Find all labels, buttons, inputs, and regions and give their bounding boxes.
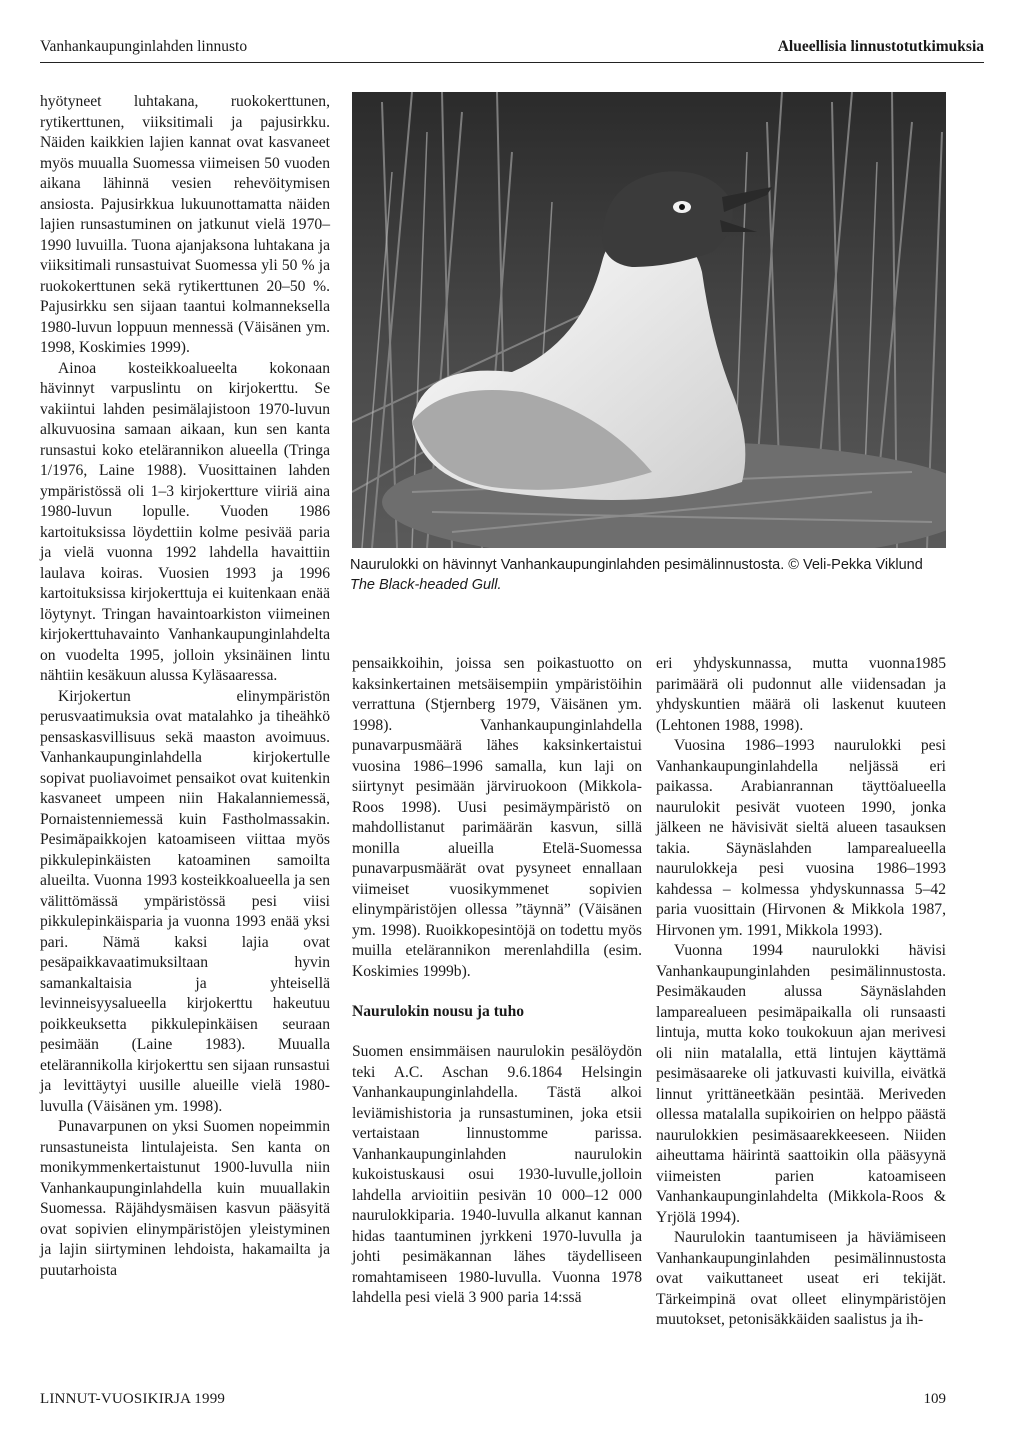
photo-caption — [350, 556, 944, 594]
gull-photo-illustration — [352, 92, 946, 548]
header-section-title: Alueellisia linnustotutkimuksia — [777, 38, 984, 55]
paragraph: Vuosina 1986–1993 naurulokki pesi Vanhankaupunginlahdella neljässä eri paikassa. Arabianrannan täyttöalueella naurulokit pesivät vuoteen 1990, jonka jälkeen ne hävisivät sieltä alueen tasauksen takia. Säynäslahden lamparealueella naurulokkeja pesi vuosina 1986–1993 kahdessa – kolmessa yhdyskunnassa 5–42 paria vuosittain (Hirvonen & Mikkola 1987, Hirvonen ym. 1991, Mikkola 1993). — [656, 737, 946, 939]
paragraph: Punavarpunen on yksi Suomen nopeimmin runsastuneista lintulajeista. Sen kanta on monikymmenkertaistunut 1900-luvulla niin Vanhankaupunginlahdella kuin muuallakin Suomessa. Räjähdysmäisen kasvun pääsyitä ovat sopivien elinympäristöjen yleistyminen ja lajin siirtyminen lehdoista, hakamailta ja puutarhoista — [40, 1118, 330, 1279]
gull-photo — [352, 92, 946, 548]
header-journal-section: Vanhankaupunginlahden linnusto — [40, 38, 248, 55]
text-column-1 — [40, 92, 330, 1281]
paragraph: pensaikkoihin, joissa sen poikastuotto on kaksinkertainen metsäisempiin ympäristöihin verrattuna (Stjernberg 1979, Väisänen ym. 1998). Vanhankaupunginlahdella punavarpusmäärä lähes kaksinkertaistui vuosina 1986–1996 samalla, kun laji on siirtynyt pesimään järviruokoon (Mikkola-Roos 1998). Uusi pesimäympäristö on mahdollistanut parimäärän kasvun, sillä monilla alueilla Etelä-Suomessa punavarpusmäärät ovat pysyneet ennallaan viimeiset vuosikymmenet sopivien elinympäristöjen ollessa ”täynnä” (Väisänen ym. 1998). Ruoikkopesintöjä on todettu myös muilla etelärannikon merenlahdilla (esim. Koskimies 1999b). — [352, 655, 642, 980]
caption-finnish: Naurulokki on hävinnyt Vanhankaupunginlahden pesimälinnustosta. © Veli-Pekka Viklund — [350, 557, 923, 573]
paragraph: Vuonna 1994 naurulokki hävisi Vanhankaupunginlahden pesimälinnustosta. Pesimäkauden alussa Säynäslahden lamparealueen pesimäpaikalla oli runsaasti lintuja, mutta koko toukokuun ajan merivesi oli niin matalalla, että lintujen käyttämä pesimäsaareke oli jatkuvasti kuivilla, eivätkä linnut yrittäneetkään pesintää. Meriveden ollessa matalalla supikoirien on helppo päästä naurulokkien pesimäsaarekkeeseen. Niiden aiheuttama häirintä saattoikin olla pääsyynä viimeisten parien katoamiseen Vanhankaupunginlahdelta (Mikkola-Roos & Yrjölä 1994). — [656, 942, 946, 1226]
running-header — [40, 36, 984, 63]
text-column-3 — [656, 654, 946, 1331]
footer-publication: LINNUT-VUOSIKIRJA 1999 — [40, 1391, 226, 1407]
text-column-2 — [352, 654, 642, 1309]
paragraph: Naurulokin taantumiseen ja häviämiseen Vanhankaupunginlahden pesimälinnustosta ovat vaikuttaneet useat eri tekijät. Tärkeimpinä ovat olleet elinympäristöjen muutokset, petonisäkkäiden saalistus ja ih- — [656, 1229, 946, 1328]
paragraph: Ainoa kosteikkoalueelta kokonaan hävinnyt varpuslintu on kirjokerttu. Se vakiintui lahden pesimälajistoon 1970-luvun alkuvuosina samaan aikaan, kun sen kanta runsastui koko etelärannikon alueella (Tringa 1/1976, Laine 1988). Vuosittainen lahden ympäristössä oli 1–3 kirjokertture viiriä aina 1980-luvun lopulle. Vuoden 1986 kartoituksissa löydettiin kolme pesivää paria ja vielä vuonna 1992 lahdella havaittiin laulava koiras. Vuosien 1993 ja 1996 kartoituksissa kirjokerttuja ei kuitenkaan enää löytynyt. Tringan havaintoarkiston viimeinen kirjokerttuhavainto Vanhankaupunginlahdelta on vuodelta 1995, jolloin yksinäinen lintu nähtiin kesäkuun alussa Kyläsaaressa. — [40, 359, 330, 684]
section-heading: Naurulokin nousu ja tuho — [352, 1003, 525, 1020]
page-number: 109 — [923, 1391, 946, 1407]
paragraph: Kirjokertun elinympäristön perusvaatimuksia ovat matalahko ja tiheähkö pensaskasvillisuus sekä maaston avoimuus. Vanhankaupunginlahdella kirjokertulle sopivat puoliavoimet pensaikot ovat kuitenkin kasvaneet umpeen niin Hakalanniemessä, Pornaistenniemessä kuin Fastholmassakin. Pesimäpaikkojen katoamiseen viittaa myös pikkulepinkäisten katoaminen samoilta alueilta. Vuonna 1993 kosteikkoalueella ja sen välittömässä ympäristössä pesi viisi pikkulepinkäisparia ja vuonna 1993 enää yksi pari. Nämä kaksi lajia ovat pesäpaikkavaatimuksiltaan hyvin samankaltaisia ja yhteisellä levinneisyysalueella kirjokerttu hakeutuu poikkeuksetta pikkulepinkäisen seuraan pesimään (Laine 1983). Muualla etelärannikolla kirjokerttu sen sijaan runsastui ja levittäytyi uusille alueille vielä 1980-luvulla (Väisänen ym. 1998). — [40, 687, 330, 1115]
paragraph: hyötyneet luhtakana, ruokokerttunen, rytikerttunen, viiksitimali ja pajusirkku. Näiden kaikkien lajien kannat ovat kasvaneet myös muualla Suomessa viimeisen 50 vuoden aikana lähinnä vesien rehevöitymisen ansiosta. Pajusirkkua lukuunottamatta näiden lajien runsastuminen on jatkunut vielä 1970–1990 luvuilla. Tuona ajanjaksona luhtakana ja viiksitimali runsastuivat Suomessa yli 50 % ja ruokokerttunen sekä rytikerttunen 20–50 %. Pajusirkku sen sijaan taantui kolmanneksella 1980-luvun loppuun mennessä (Väisänen ym. 1998, Koskimies 1999). — [40, 93, 330, 356]
paragraph: eri yhdyskunnassa, mutta vuonna1985 parimäärä oli pudonnut alle viidensadan ja yhdyskuntien määrä oli laskenut kuuteen (Lehtonen 1988, 1998). — [656, 655, 946, 734]
paragraph: Suomen ensimmäisen naurulokin pesälöydön teki A.C. Aschan 9.6.1864 Helsingin Vanhankaupunginlahdella. Tästä alkoi leviämishistoria ja runsastuminen, joka etsii vertaistaan linnustomme parissa. Vanhankaupunginlahden naurulokin kukoistuskausi osui 1930-luvulle,jolloin lahdella arvioitiin pesivän 10 000–12 000 naurulokkiparia. 1940-luvulla alkanut kannan hidas taantuminen jyrkkeni 1970-luvulla ja johti pesimäkannan lähes täydelliseen romahtamiseen 1980-luvulla. Vuonna 1978 lahdella pesi vielä 3 900 paria 14:ssä — [352, 1043, 642, 1306]
caption-english: The Black-headed Gull. — [350, 577, 502, 593]
